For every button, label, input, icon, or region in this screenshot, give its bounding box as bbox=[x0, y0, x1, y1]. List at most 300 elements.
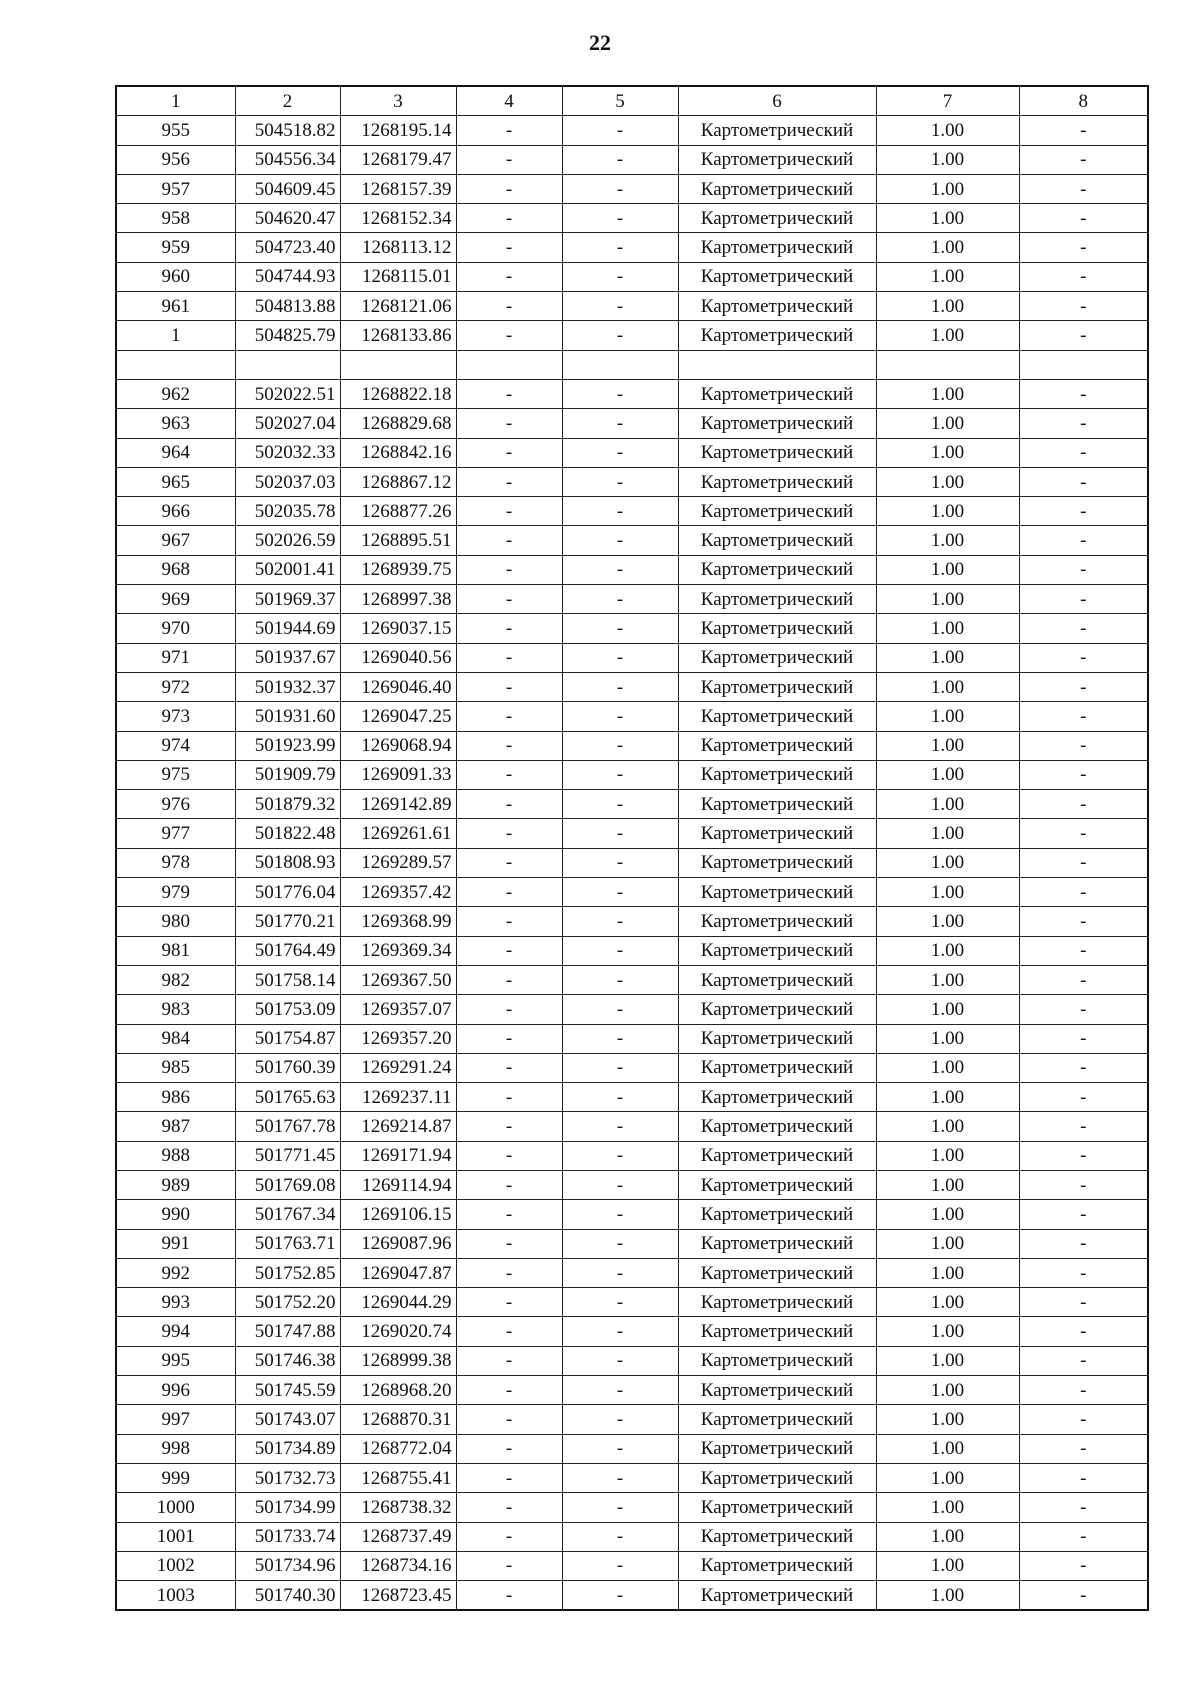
x-coordinate-cell: 501734.99 bbox=[235, 1493, 340, 1522]
accuracy-cell: 1.00 bbox=[876, 1112, 1019, 1141]
method-cell: Картометрический bbox=[678, 1112, 876, 1141]
col4-cell: - bbox=[456, 1170, 562, 1199]
page-number: 22 bbox=[589, 30, 611, 55]
point-number-cell: 976 bbox=[116, 790, 235, 819]
accuracy-cell: 1.00 bbox=[876, 1434, 1019, 1463]
accuracy-cell: 1.00 bbox=[876, 1376, 1019, 1405]
table-row bbox=[116, 1288, 1148, 1317]
table-row bbox=[116, 1376, 1148, 1405]
y-coordinate-cell: 1268195.14 bbox=[340, 116, 456, 145]
accuracy-cell: 1.00 bbox=[876, 321, 1019, 350]
table-row bbox=[116, 262, 1148, 291]
table-row bbox=[116, 878, 1148, 907]
y-coordinate-cell: 1269142.89 bbox=[340, 790, 456, 819]
table-row bbox=[116, 116, 1148, 145]
y-coordinate-cell: 1269087.96 bbox=[340, 1229, 456, 1258]
col5-cell: - bbox=[562, 1083, 678, 1112]
y-coordinate-cell: 1269289.57 bbox=[340, 848, 456, 877]
y-coordinate-cell: 1268179.47 bbox=[340, 145, 456, 174]
x-coordinate-cell: 502022.51 bbox=[235, 379, 340, 408]
col4-cell: - bbox=[456, 731, 562, 760]
point-number-cell: 960 bbox=[116, 262, 235, 291]
method-cell: Картометрический bbox=[678, 1024, 876, 1053]
accuracy-cell: 1.00 bbox=[876, 614, 1019, 643]
method-cell: Картометрический bbox=[678, 1083, 876, 1112]
y-coordinate-cell: 1268734.16 bbox=[340, 1551, 456, 1580]
col5-cell: - bbox=[562, 526, 678, 555]
method-cell: Картометрический bbox=[678, 1405, 876, 1434]
table-row bbox=[116, 204, 1148, 233]
point-number-cell: 970 bbox=[116, 614, 235, 643]
col4-cell: - bbox=[456, 848, 562, 877]
method-cell: Картометрический bbox=[678, 1493, 876, 1522]
x-coordinate-cell: 501754.87 bbox=[235, 1024, 340, 1053]
method-cell: Картометрический bbox=[678, 1376, 876, 1405]
y-coordinate-cell: 1269214.87 bbox=[340, 1112, 456, 1141]
accuracy-cell: 1.00 bbox=[876, 262, 1019, 291]
table-row bbox=[116, 1522, 1148, 1551]
col4-cell: - bbox=[456, 614, 562, 643]
col5-cell: - bbox=[562, 1053, 678, 1082]
y-coordinate-cell: 1269114.94 bbox=[340, 1170, 456, 1199]
y-coordinate-cell: 1268738.32 bbox=[340, 1493, 456, 1522]
accuracy-cell: 1.00 bbox=[876, 1405, 1019, 1434]
x-coordinate-cell: 501740.30 bbox=[235, 1581, 340, 1611]
x-coordinate-cell: 501764.49 bbox=[235, 936, 340, 965]
table-body bbox=[116, 116, 1148, 1611]
x-coordinate-cell: 504723.40 bbox=[235, 233, 340, 262]
col4-cell: - bbox=[456, 965, 562, 994]
table-row bbox=[116, 1463, 1148, 1492]
accuracy-cell bbox=[876, 350, 1019, 379]
col4-cell: - bbox=[456, 497, 562, 526]
point-number-cell: 996 bbox=[116, 1376, 235, 1405]
point-number-cell: 998 bbox=[116, 1434, 235, 1463]
point-number-cell: 988 bbox=[116, 1141, 235, 1170]
method-cell bbox=[678, 350, 876, 379]
col8-cell: - bbox=[1019, 1405, 1148, 1434]
point-number-cell: 1002 bbox=[116, 1551, 235, 1580]
method-cell: Картометрический bbox=[678, 233, 876, 262]
table-row bbox=[116, 497, 1148, 526]
accuracy-cell: 1.00 bbox=[876, 878, 1019, 907]
table-row bbox=[116, 1053, 1148, 1082]
col4-cell: - bbox=[456, 1376, 562, 1405]
col8-cell: - bbox=[1019, 1258, 1148, 1287]
point-number-cell: 990 bbox=[116, 1200, 235, 1229]
table-row bbox=[116, 819, 1148, 848]
x-coordinate-cell: 504825.79 bbox=[235, 321, 340, 350]
point-number-cell: 981 bbox=[116, 936, 235, 965]
col4-cell: - bbox=[456, 1434, 562, 1463]
col5-cell: - bbox=[562, 1493, 678, 1522]
method-cell: Картометрический bbox=[678, 1551, 876, 1580]
col5-cell: - bbox=[562, 292, 678, 321]
col5-cell: - bbox=[562, 497, 678, 526]
accuracy-cell: 1.00 bbox=[876, 497, 1019, 526]
col5-cell: - bbox=[562, 643, 678, 672]
table-row bbox=[116, 643, 1148, 672]
x-coordinate-cell: 504556.34 bbox=[235, 145, 340, 174]
table-row bbox=[116, 1083, 1148, 1112]
accuracy-cell: 1.00 bbox=[876, 145, 1019, 174]
y-coordinate-cell: 1269044.29 bbox=[340, 1288, 456, 1317]
col4-cell: - bbox=[456, 878, 562, 907]
y-coordinate-cell: 1268822.18 bbox=[340, 379, 456, 408]
col8-cell bbox=[1019, 350, 1148, 379]
col8-cell: - bbox=[1019, 760, 1148, 789]
point-number-cell: 975 bbox=[116, 760, 235, 789]
table-row bbox=[116, 1170, 1148, 1199]
x-coordinate-cell: 501770.21 bbox=[235, 907, 340, 936]
y-coordinate-cell: 1268842.16 bbox=[340, 438, 456, 467]
method-cell: Картометрический bbox=[678, 174, 876, 203]
table-row bbox=[116, 760, 1148, 789]
col5-cell: - bbox=[562, 1405, 678, 1434]
point-number-cell: 959 bbox=[116, 233, 235, 262]
x-coordinate-cell: 501747.88 bbox=[235, 1317, 340, 1346]
method-cell: Картометрический bbox=[678, 379, 876, 408]
x-coordinate-cell: 501732.73 bbox=[235, 1463, 340, 1492]
table-row bbox=[116, 965, 1148, 994]
col4-cell: - bbox=[456, 1405, 562, 1434]
y-coordinate-cell: 1268723.45 bbox=[340, 1581, 456, 1611]
x-coordinate-cell: 501769.08 bbox=[235, 1170, 340, 1199]
point-number-cell: 983 bbox=[116, 995, 235, 1024]
point-number-cell: 962 bbox=[116, 379, 235, 408]
accuracy-cell: 1.00 bbox=[876, 1053, 1019, 1082]
table-row bbox=[116, 1434, 1148, 1463]
column-header: 2 bbox=[235, 86, 340, 116]
col8-cell: - bbox=[1019, 1493, 1148, 1522]
col8-cell: - bbox=[1019, 1463, 1148, 1492]
accuracy-cell: 1.00 bbox=[876, 1170, 1019, 1199]
x-coordinate-cell: 501767.34 bbox=[235, 1200, 340, 1229]
x-coordinate-cell: 501909.79 bbox=[235, 760, 340, 789]
method-cell: Картометрический bbox=[678, 965, 876, 994]
col8-cell: - bbox=[1019, 1581, 1148, 1611]
table-row bbox=[116, 292, 1148, 321]
col4-cell: - bbox=[456, 1581, 562, 1611]
x-coordinate-cell: 501767.78 bbox=[235, 1112, 340, 1141]
col5-cell: - bbox=[562, 233, 678, 262]
table-row bbox=[116, 233, 1148, 262]
col8-cell: - bbox=[1019, 145, 1148, 174]
col4-cell: - bbox=[456, 526, 562, 555]
col5-cell: - bbox=[562, 467, 678, 496]
col5-cell: - bbox=[562, 1376, 678, 1405]
accuracy-cell: 1.00 bbox=[876, 116, 1019, 145]
method-cell: Картометрический bbox=[678, 145, 876, 174]
col8-cell: - bbox=[1019, 1434, 1148, 1463]
point-number-cell: 989 bbox=[116, 1170, 235, 1199]
x-coordinate-cell: 504518.82 bbox=[235, 116, 340, 145]
col4-cell: - bbox=[456, 467, 562, 496]
point-number-cell: 969 bbox=[116, 585, 235, 614]
accuracy-cell: 1.00 bbox=[876, 760, 1019, 789]
table-row bbox=[116, 174, 1148, 203]
col5-cell: - bbox=[562, 204, 678, 233]
accuracy-cell: 1.00 bbox=[876, 409, 1019, 438]
accuracy-cell: 1.00 bbox=[876, 1141, 1019, 1170]
col4-cell: - bbox=[456, 702, 562, 731]
col4-cell: - bbox=[456, 409, 562, 438]
y-coordinate-cell: 1269261.61 bbox=[340, 819, 456, 848]
col4-cell: - bbox=[456, 1112, 562, 1141]
accuracy-cell: 1.00 bbox=[876, 1317, 1019, 1346]
col8-cell: - bbox=[1019, 379, 1148, 408]
col8-cell: - bbox=[1019, 409, 1148, 438]
col5-cell: - bbox=[562, 936, 678, 965]
table-header bbox=[116, 86, 1148, 116]
col4-cell: - bbox=[456, 321, 562, 350]
col5-cell: - bbox=[562, 819, 678, 848]
point-number-cell: 957 bbox=[116, 174, 235, 203]
x-coordinate-cell: 501944.69 bbox=[235, 614, 340, 643]
col4-cell: - bbox=[456, 174, 562, 203]
accuracy-cell: 1.00 bbox=[876, 848, 1019, 877]
col5-cell: - bbox=[562, 1581, 678, 1611]
col8-cell: - bbox=[1019, 204, 1148, 233]
point-number-cell: 982 bbox=[116, 965, 235, 994]
point-number-cell: 961 bbox=[116, 292, 235, 321]
method-cell: Картометрический bbox=[678, 1141, 876, 1170]
table-row bbox=[116, 848, 1148, 877]
col4-cell: - bbox=[456, 760, 562, 789]
table-row bbox=[116, 995, 1148, 1024]
accuracy-cell: 1.00 bbox=[876, 672, 1019, 701]
x-coordinate-cell: 501733.74 bbox=[235, 1522, 340, 1551]
coordinates-table bbox=[115, 85, 1149, 1611]
y-coordinate-cell: 1269291.24 bbox=[340, 1053, 456, 1082]
col5-cell: - bbox=[562, 1434, 678, 1463]
col4-cell: - bbox=[456, 262, 562, 291]
x-coordinate-cell: 501771.45 bbox=[235, 1141, 340, 1170]
col4-cell: - bbox=[456, 555, 562, 584]
x-coordinate-cell: 501879.32 bbox=[235, 790, 340, 819]
y-coordinate-cell: 1269357.20 bbox=[340, 1024, 456, 1053]
table-row bbox=[116, 1581, 1148, 1611]
col4-cell: - bbox=[456, 1083, 562, 1112]
x-coordinate-cell: 501765.63 bbox=[235, 1083, 340, 1112]
table-row bbox=[116, 1112, 1148, 1141]
accuracy-cell: 1.00 bbox=[876, 1346, 1019, 1375]
point-number-cell: 967 bbox=[116, 526, 235, 555]
col4-cell: - bbox=[456, 1346, 562, 1375]
method-cell: Картометрический bbox=[678, 1581, 876, 1611]
col4-cell: - bbox=[456, 116, 562, 145]
table-row bbox=[116, 409, 1148, 438]
col8-cell: - bbox=[1019, 1317, 1148, 1346]
table-row bbox=[116, 702, 1148, 731]
method-cell: Картометрический bbox=[678, 321, 876, 350]
accuracy-cell: 1.00 bbox=[876, 819, 1019, 848]
x-coordinate-cell bbox=[235, 350, 340, 379]
point-number-cell: 984 bbox=[116, 1024, 235, 1053]
y-coordinate-cell: 1268867.12 bbox=[340, 467, 456, 496]
method-cell: Картометрический bbox=[678, 292, 876, 321]
point-number-cell: 994 bbox=[116, 1317, 235, 1346]
col8-cell: - bbox=[1019, 233, 1148, 262]
point-number-cell: 1003 bbox=[116, 1581, 235, 1611]
col8-cell: - bbox=[1019, 643, 1148, 672]
table-row bbox=[116, 1317, 1148, 1346]
col8-cell: - bbox=[1019, 1200, 1148, 1229]
y-coordinate-cell: 1269037.15 bbox=[340, 614, 456, 643]
col4-cell: - bbox=[456, 1258, 562, 1287]
col8-cell: - bbox=[1019, 438, 1148, 467]
table-row bbox=[116, 1551, 1148, 1580]
x-coordinate-cell: 501753.09 bbox=[235, 995, 340, 1024]
method-cell: Картометрический bbox=[678, 1258, 876, 1287]
table-row bbox=[116, 379, 1148, 408]
y-coordinate-cell: 1268121.06 bbox=[340, 292, 456, 321]
accuracy-cell: 1.00 bbox=[876, 643, 1019, 672]
table-row bbox=[116, 438, 1148, 467]
col8-cell: - bbox=[1019, 1376, 1148, 1405]
table-row bbox=[116, 936, 1148, 965]
method-cell: Картометрический bbox=[678, 1522, 876, 1551]
col5-cell: - bbox=[562, 585, 678, 614]
table-row bbox=[116, 790, 1148, 819]
y-coordinate-cell: 1269367.50 bbox=[340, 965, 456, 994]
method-cell: Картометрический bbox=[678, 1463, 876, 1492]
col8-cell: - bbox=[1019, 1112, 1148, 1141]
col4-cell: - bbox=[456, 585, 562, 614]
col5-cell: - bbox=[562, 116, 678, 145]
point-number-cell: 974 bbox=[116, 731, 235, 760]
accuracy-cell: 1.00 bbox=[876, 438, 1019, 467]
x-coordinate-cell: 504813.88 bbox=[235, 292, 340, 321]
accuracy-cell: 1.00 bbox=[876, 1493, 1019, 1522]
col5-cell: - bbox=[562, 614, 678, 643]
col4-cell bbox=[456, 350, 562, 379]
method-cell: Картометрический bbox=[678, 526, 876, 555]
point-number-cell: 992 bbox=[116, 1258, 235, 1287]
table-row bbox=[116, 321, 1148, 350]
y-coordinate-cell: 1268157.39 bbox=[340, 174, 456, 203]
col4-cell: - bbox=[456, 936, 562, 965]
method-cell: Картометрический bbox=[678, 731, 876, 760]
col5-cell: - bbox=[562, 1229, 678, 1258]
y-coordinate-cell: 1269357.42 bbox=[340, 878, 456, 907]
y-coordinate-cell: 1268133.86 bbox=[340, 321, 456, 350]
y-coordinate-cell: 1269047.87 bbox=[340, 1258, 456, 1287]
col5-cell: - bbox=[562, 1288, 678, 1317]
col4-cell: - bbox=[456, 1551, 562, 1580]
table-row bbox=[116, 555, 1148, 584]
col5-cell: - bbox=[562, 409, 678, 438]
col5-cell: - bbox=[562, 1141, 678, 1170]
col5-cell: - bbox=[562, 1024, 678, 1053]
col5-cell: - bbox=[562, 555, 678, 584]
col8-cell: - bbox=[1019, 731, 1148, 760]
point-number-cell: 987 bbox=[116, 1112, 235, 1141]
col5-cell: - bbox=[562, 702, 678, 731]
col8-cell: - bbox=[1019, 995, 1148, 1024]
point-number-cell: 971 bbox=[116, 643, 235, 672]
col4-cell: - bbox=[456, 1053, 562, 1082]
y-coordinate-cell: 1269047.25 bbox=[340, 702, 456, 731]
accuracy-cell: 1.00 bbox=[876, 1229, 1019, 1258]
col4-cell: - bbox=[456, 204, 562, 233]
accuracy-cell: 1.00 bbox=[876, 1551, 1019, 1580]
x-coordinate-cell: 504609.45 bbox=[235, 174, 340, 203]
col8-cell: - bbox=[1019, 702, 1148, 731]
point-number-cell: 999 bbox=[116, 1463, 235, 1492]
method-cell: Картометрический bbox=[678, 1200, 876, 1229]
accuracy-cell: 1.00 bbox=[876, 1258, 1019, 1287]
col5-cell: - bbox=[562, 1258, 678, 1287]
point-number-cell: 985 bbox=[116, 1053, 235, 1082]
method-cell: Картометрический bbox=[678, 467, 876, 496]
table-row bbox=[116, 467, 1148, 496]
col8-cell: - bbox=[1019, 672, 1148, 701]
col5-cell: - bbox=[562, 731, 678, 760]
col4-cell: - bbox=[456, 1288, 562, 1317]
col4-cell: - bbox=[456, 907, 562, 936]
point-number-cell: 973 bbox=[116, 702, 235, 731]
method-cell: Картометрический bbox=[678, 116, 876, 145]
table-row bbox=[116, 526, 1148, 555]
col4-cell: - bbox=[456, 292, 562, 321]
point-number-cell: 968 bbox=[116, 555, 235, 584]
x-coordinate-cell: 504620.47 bbox=[235, 204, 340, 233]
x-coordinate-cell: 504744.93 bbox=[235, 262, 340, 291]
col4-cell: - bbox=[456, 379, 562, 408]
y-coordinate-cell bbox=[340, 350, 456, 379]
col8-cell: - bbox=[1019, 497, 1148, 526]
col5-cell: - bbox=[562, 1346, 678, 1375]
x-coordinate-cell: 502037.03 bbox=[235, 467, 340, 496]
accuracy-cell: 1.00 bbox=[876, 1522, 1019, 1551]
method-cell: Картометрический bbox=[678, 643, 876, 672]
y-coordinate-cell: 1269020.74 bbox=[340, 1317, 456, 1346]
y-coordinate-cell: 1268999.38 bbox=[340, 1346, 456, 1375]
x-coordinate-cell: 501931.60 bbox=[235, 702, 340, 731]
col8-cell: - bbox=[1019, 526, 1148, 555]
y-coordinate-cell: 1268115.01 bbox=[340, 262, 456, 291]
table-row bbox=[116, 1493, 1148, 1522]
x-coordinate-cell: 501808.93 bbox=[235, 848, 340, 877]
point-number-cell: 993 bbox=[116, 1288, 235, 1317]
x-coordinate-cell: 501932.37 bbox=[235, 672, 340, 701]
col5-cell: - bbox=[562, 262, 678, 291]
y-coordinate-cell: 1268939.75 bbox=[340, 555, 456, 584]
point-number-cell: 1000 bbox=[116, 1493, 235, 1522]
method-cell: Картометрический bbox=[678, 438, 876, 467]
col4-cell: - bbox=[456, 643, 562, 672]
col4-cell: - bbox=[456, 995, 562, 1024]
y-coordinate-cell: 1269091.33 bbox=[340, 760, 456, 789]
col8-cell: - bbox=[1019, 614, 1148, 643]
y-coordinate-cell: 1269106.15 bbox=[340, 1200, 456, 1229]
point-number-cell: 991 bbox=[116, 1229, 235, 1258]
x-coordinate-cell: 502032.33 bbox=[235, 438, 340, 467]
x-coordinate-cell: 501743.07 bbox=[235, 1405, 340, 1434]
column-header: 8 bbox=[1019, 86, 1148, 116]
point-number-cell: 972 bbox=[116, 672, 235, 701]
y-coordinate-cell: 1269040.56 bbox=[340, 643, 456, 672]
col4-cell: - bbox=[456, 1024, 562, 1053]
y-coordinate-cell: 1269368.99 bbox=[340, 907, 456, 936]
column-header: 5 bbox=[562, 86, 678, 116]
col8-cell: - bbox=[1019, 321, 1148, 350]
method-cell: Картометрический bbox=[678, 1229, 876, 1258]
table-row bbox=[116, 1258, 1148, 1287]
method-cell: Картометрический bbox=[678, 819, 876, 848]
col4-cell: - bbox=[456, 1229, 562, 1258]
